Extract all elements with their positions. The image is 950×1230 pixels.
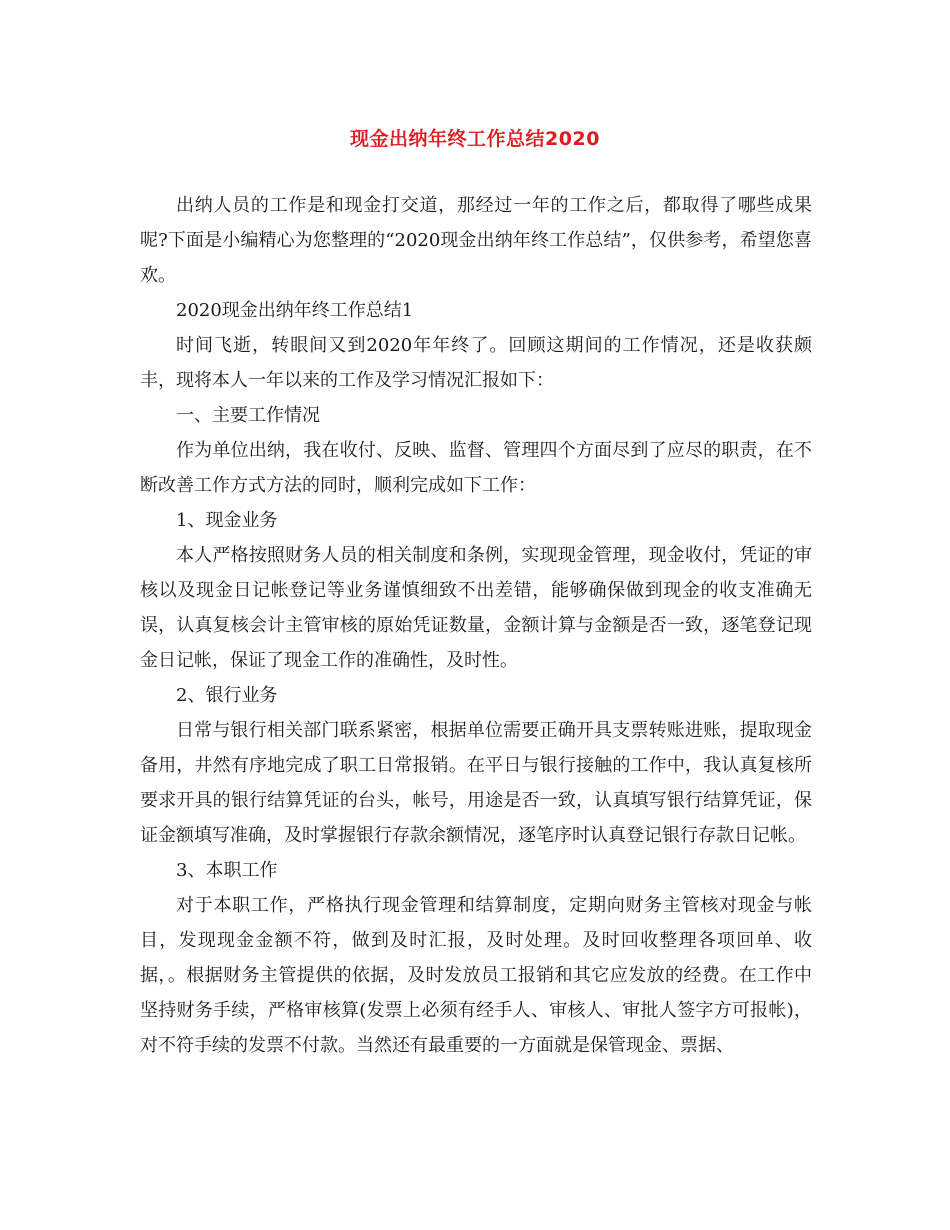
section-heading: 2020现金出纳年终工作总结1 [176, 300, 414, 321]
document-title: 现金出纳年终工作总结2020 [350, 128, 600, 150]
subsection-heading: 1、现金业务 [176, 510, 278, 531]
body-paragraph: 本人严格按照财务人员的相关制度和条例，实现现金管理，现金收付，凭证的审核以及现金日记帐登记等业务谨慎细致不出差错，能够确保做到现金的收支准确无误，认真复核会计主管审核的原始凭证数量，金额计算与金额是否一致，逐笔登记现金日记帐，保证了现金工作的准确性，及时性。 [140, 545, 812, 671]
intro-paragraph: 出纳人员的工作是和现金打交道，那经过一年的工作之后，都取得了哪些成果呢?下面是小编精心为您整理的“2020现金出纳年终工作总结”，仅供参考，希望您喜欢。 [140, 195, 812, 286]
body-paragraph: 对于本职工作，严格执行现金管理和结算制度，定期向财务主管核对现金与帐目，发现现金金额不符，做到及时汇报，及时处理。及时回收整理各项回单、收据，。根据财务主管提供的依据，及时发放员工报销和其它应发放的经费。在工作中坚持财务手续，严格审核算(发票上必须有经手人、审核人、审批人签字方可报帐)，对不符手续的发票不付款。当然还有最重要的一方面就是保管现金、票据、 [140, 895, 812, 1056]
body-paragraph: 日常与银行相关部门联系紧密，根据单位需要正确开具支票转账进账，提取现金备用，井然有序地完成了职工日常报销。在平日与银行接触的工作中，我认真复核所要求开具的银行结算凭证的台头，帐号，用途是否一致，认真填写银行结算凭证，保证金额填写准确，及时掌握银行存款余额情况，逐笔序时认真登记银行存款日记帐。 [140, 720, 812, 846]
subsection-heading: 2、银行业务 [176, 685, 278, 706]
subsection-heading: 3、本职工作 [176, 860, 278, 881]
body-paragraph: 时间飞逝，转眼间又到2020年年终了。回顾这期间的工作情况，还是收获颇丰，现将本人一年以来的工作及学习情况汇报如下： [140, 335, 812, 391]
document-body [140, 188, 812, 1063]
body-paragraph: 作为单位出纳，我在收付、反映、监督、管理四个方面尽到了应尽的职责，在不断改善工作方式方法的同时，顺利完成如下工作： [140, 440, 812, 496]
section-heading: 一、主要工作情况 [176, 405, 320, 426]
